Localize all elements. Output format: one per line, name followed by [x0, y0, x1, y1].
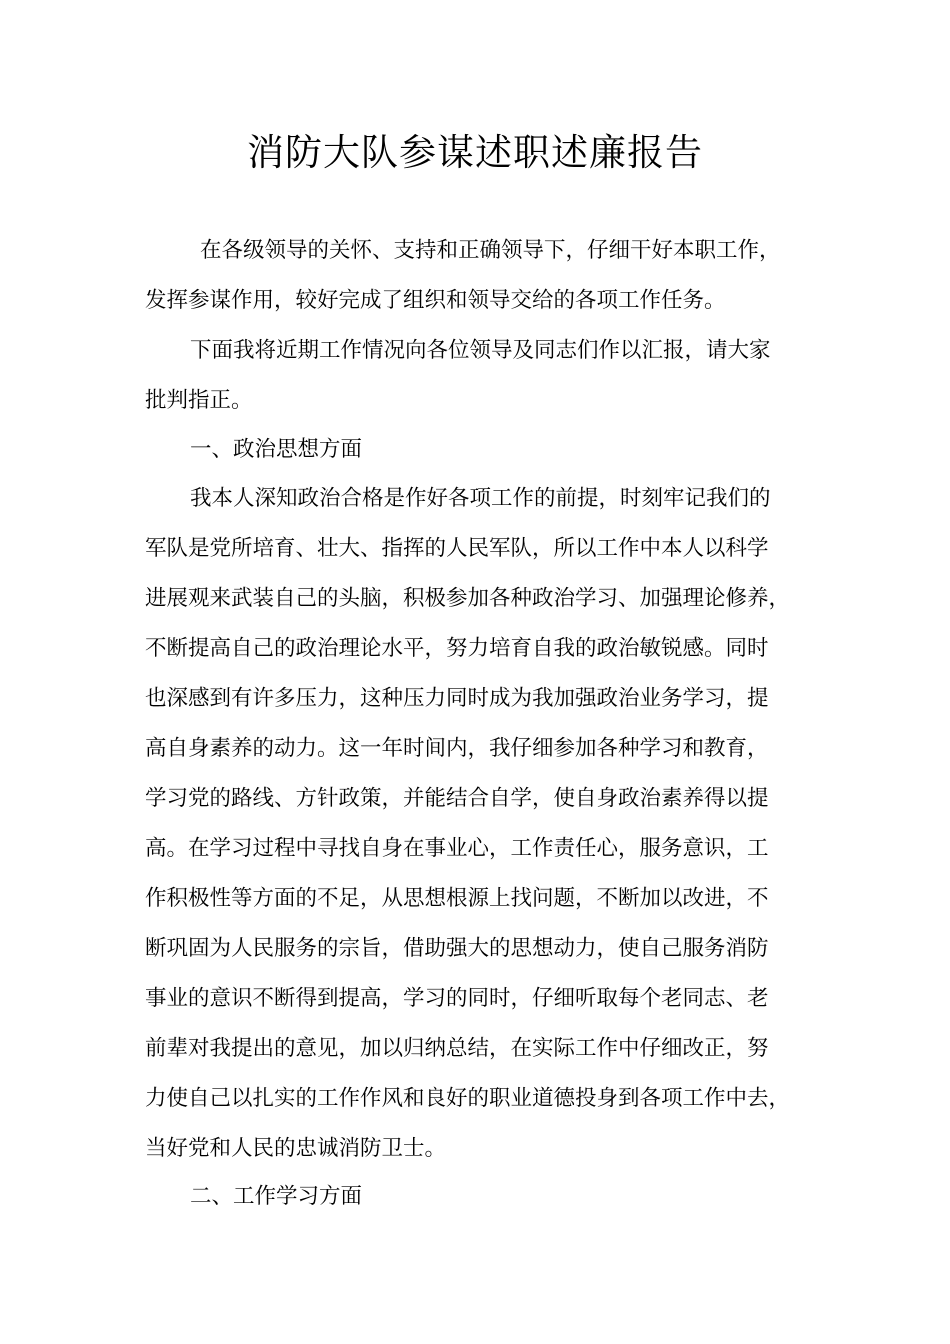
paragraph-line: 不断提高自己的政治理论水平，努力培育自我的政治敏锐感。同时	[145, 636, 769, 661]
paragraph-line: 作积极性等方面的不足，从思想根源上找问题，不断加以改进，不	[145, 886, 769, 911]
paragraph-line: 在各级领导的关怀、支持和正确领导下，仔细干好本职工作，	[200, 238, 781, 263]
paragraph-line: 学习党的路线、方针政策，并能结合自学，使自身政治素养得以提	[145, 786, 769, 811]
paragraph-line: 也深感到有许多压力，这种压力同时成为我加强政治业务学习，提	[145, 686, 769, 711]
paragraph-line: 断巩固为人民服务的宗旨，借助强大的思想动力，使自己服务消防	[145, 936, 769, 961]
section-heading: 一、政治思想方面	[190, 437, 363, 462]
paragraph-line: 发挥参谋作用，较好完成了组织和领导交给的各项工作任务。	[145, 288, 726, 313]
document-title: 消防大队参谋述职述廉报告	[247, 131, 703, 174]
paragraph-line: 事业的意识不断得到提高，学习的同时，仔细听取每个老同志、老	[145, 986, 769, 1011]
paragraph-line: 批判指正。	[145, 388, 253, 413]
paragraph-line: 力使自己以扎实的工作作风和良好的职业道德投身到各项工作中去，	[145, 1086, 791, 1111]
paragraph-line: 高自身素养的动力。这一年时间内，我仔细参加各种学习和教育，	[145, 736, 769, 761]
section-heading: 二、工作学习方面	[190, 1184, 363, 1209]
paragraph-line: 当好党和人民的忠诚消防卫士。	[145, 1136, 447, 1161]
paragraph-line: 前辈对我提出的意见，加以归纳总结，在实际工作中仔细改正，努	[145, 1036, 769, 1061]
paragraph-line: 军队是党所培育、壮大、指挥的人民军队，所以工作中本人以科学	[145, 536, 769, 561]
paragraph-line: 我本人深知政治合格是作好各项工作的前提，时刻牢记我们的	[190, 486, 771, 511]
paragraph-line: 高。在学习过程中寻找自身在事业心，工作责任心，服务意识，工	[145, 836, 769, 861]
paragraph-line: 下面我将近期工作情况向各位领导及同志们作以汇报，请大家	[190, 338, 771, 363]
paragraph-line: 进展观来武装自己的头脑，积极参加各种政治学习、加强理论修养，	[145, 586, 791, 611]
